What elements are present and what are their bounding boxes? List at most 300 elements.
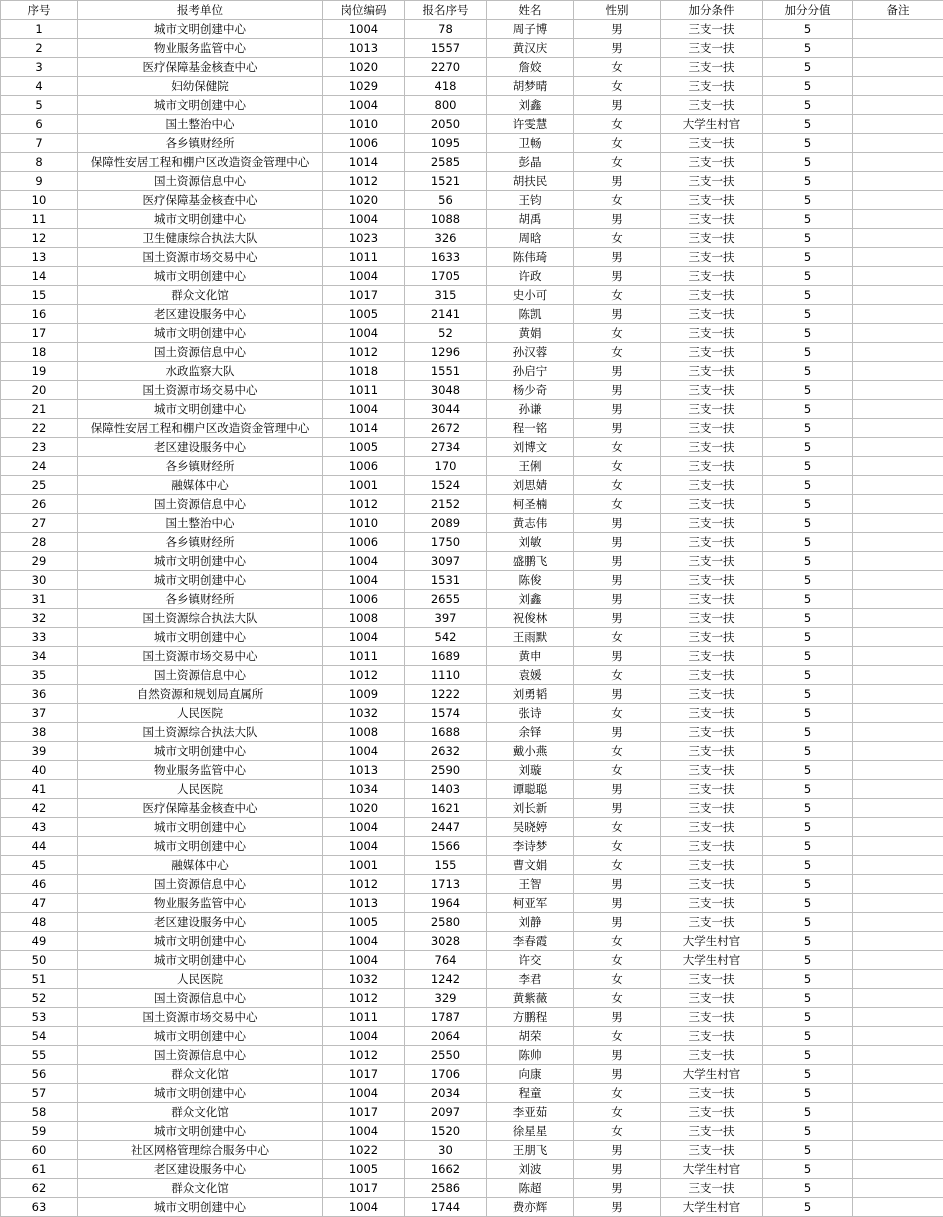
- remark-cell: [853, 1198, 943, 1217]
- gender-cell: 男: [574, 210, 661, 229]
- table-row: [1, 305, 943, 324]
- gender-cell: 女: [574, 229, 661, 248]
- table-row: [1, 932, 943, 951]
- bonus-score-cell: 5: [763, 1122, 853, 1141]
- post-code-cell: 1017: [323, 286, 405, 305]
- table-row: [1, 590, 943, 609]
- remark-cell: [853, 1122, 943, 1141]
- bonus-condition-cell: 三支一扶: [661, 1008, 763, 1027]
- remark-cell: [853, 324, 943, 343]
- gender-cell: 女: [574, 476, 661, 495]
- table-row: [1, 571, 943, 590]
- table-row: [1, 58, 943, 77]
- reg-no-cell: 2064: [405, 1027, 487, 1046]
- bonus-score-cell: 5: [763, 666, 853, 685]
- seq-cell: 15: [1, 286, 78, 305]
- reg-no-cell: 542: [405, 628, 487, 647]
- seq-cell: 17: [1, 324, 78, 343]
- bonus-condition-cell: 三支一扶: [661, 305, 763, 324]
- seq-cell: 1: [1, 20, 78, 39]
- unit-cell: 老区建设服务中心: [78, 305, 323, 324]
- remark-cell: [853, 837, 943, 856]
- gender-cell: 女: [574, 343, 661, 362]
- name-cell: 黄志伟: [487, 514, 574, 533]
- post-code-cell: 1023: [323, 229, 405, 248]
- post-code-cell: 1005: [323, 305, 405, 324]
- remark-cell: [853, 666, 943, 685]
- bonus-score-cell: 5: [763, 476, 853, 495]
- reg-no-cell: 1574: [405, 704, 487, 723]
- bonus-condition-cell: 三支一扶: [661, 742, 763, 761]
- bonus-condition-cell: 三支一扶: [661, 1122, 763, 1141]
- gender-cell: 女: [574, 457, 661, 476]
- remark-cell: [853, 590, 943, 609]
- bonus-condition-cell: 三支一扶: [661, 248, 763, 267]
- bonus-score-cell: 5: [763, 723, 853, 742]
- bonus-score-cell: 5: [763, 96, 853, 115]
- remark-cell: [853, 20, 943, 39]
- remark-cell: [853, 514, 943, 533]
- bonus-condition-cell: 大学生村官: [661, 1065, 763, 1084]
- name-cell: 祝俊林: [487, 609, 574, 628]
- post-code-cell: 1011: [323, 1008, 405, 1027]
- post-code-cell: 1008: [323, 609, 405, 628]
- reg-no-cell: 1088: [405, 210, 487, 229]
- name-cell: 刘勇韬: [487, 685, 574, 704]
- reg-no-cell: 1621: [405, 799, 487, 818]
- post-code-cell: 1011: [323, 248, 405, 267]
- table-row: [1, 286, 943, 305]
- unit-cell: 国土资源市场交易中心: [78, 647, 323, 666]
- reg-no-cell: 30: [405, 1141, 487, 1160]
- remark-cell: [853, 552, 943, 571]
- name-cell: 杨少奇: [487, 381, 574, 400]
- seq-cell: 52: [1, 989, 78, 1008]
- unit-cell: 群众文化馆: [78, 1065, 323, 1084]
- reg-no-cell: 2590: [405, 761, 487, 780]
- gender-cell: 男: [574, 1160, 661, 1179]
- bonus-condition-cell: 大学生村官: [661, 1160, 763, 1179]
- reg-no-cell: 2141: [405, 305, 487, 324]
- bonus-score-cell: 5: [763, 932, 853, 951]
- post-code-cell: 1018: [323, 362, 405, 381]
- name-cell: 吴晓婷: [487, 818, 574, 837]
- table-row: [1, 1027, 943, 1046]
- seq-cell: 23: [1, 438, 78, 457]
- table-row: [1, 324, 943, 343]
- remark-cell: [853, 153, 943, 172]
- unit-cell: 城市文明创建中心: [78, 210, 323, 229]
- reg-no-cell: 764: [405, 951, 487, 970]
- seq-cell: 20: [1, 381, 78, 400]
- reg-no-cell: 1633: [405, 248, 487, 267]
- unit-cell: 城市文明创建中心: [78, 20, 323, 39]
- bonus-score-cell: 5: [763, 951, 853, 970]
- gender-cell: 女: [574, 1103, 661, 1122]
- table-row: [1, 1160, 943, 1179]
- unit-cell: 城市文明创建中心: [78, 951, 323, 970]
- remark-cell: [853, 362, 943, 381]
- bonus-score-cell: 5: [763, 628, 853, 647]
- table-row: [1, 666, 943, 685]
- reg-no-cell: 3028: [405, 932, 487, 951]
- reg-no-cell: 2447: [405, 818, 487, 837]
- bonus-score-cell: 5: [763, 172, 853, 191]
- reg-no-cell: 52: [405, 324, 487, 343]
- remark-cell: [853, 1160, 943, 1179]
- bonus-condition-cell: 大学生村官: [661, 951, 763, 970]
- table-row: [1, 343, 943, 362]
- gender-cell: 男: [574, 590, 661, 609]
- remark-cell: [853, 1008, 943, 1027]
- name-cell: 刘思婧: [487, 476, 574, 495]
- reg-no-cell: 1705: [405, 267, 487, 286]
- name-cell: 许交: [487, 951, 574, 970]
- post-code-cell: 1032: [323, 704, 405, 723]
- unit-cell: 融媒体中心: [78, 476, 323, 495]
- bonus-score-cell: 5: [763, 1179, 853, 1198]
- seq-cell: 21: [1, 400, 78, 419]
- seq-cell: 38: [1, 723, 78, 742]
- bonus-condition-cell: 三支一扶: [661, 381, 763, 400]
- gender-cell: 男: [574, 571, 661, 590]
- remark-cell: [853, 685, 943, 704]
- reg-no-cell: 2586: [405, 1179, 487, 1198]
- unit-cell: 城市文明创建中心: [78, 267, 323, 286]
- bonus-condition-cell: 三支一扶: [661, 96, 763, 115]
- bonus-score-cell: 5: [763, 818, 853, 837]
- seq-cell: 16: [1, 305, 78, 324]
- name-cell: 谭聪聪: [487, 780, 574, 799]
- table-row: [1, 628, 943, 647]
- post-code-cell: 1012: [323, 666, 405, 685]
- name-cell: 黄申: [487, 647, 574, 666]
- bonus-condition-cell: 三支一扶: [661, 457, 763, 476]
- seq-cell: 3: [1, 58, 78, 77]
- bonus-condition-cell: 三支一扶: [661, 20, 763, 39]
- name-cell: 刘鑫: [487, 96, 574, 115]
- unit-cell: 自然资源和规划局直属所: [78, 685, 323, 704]
- remark-cell: [853, 115, 943, 134]
- reg-no-cell: 1787: [405, 1008, 487, 1027]
- bonus-condition-cell: 三支一扶: [661, 172, 763, 191]
- seq-cell: 11: [1, 210, 78, 229]
- bonus-score-cell: 5: [763, 913, 853, 932]
- name-cell: 陈俊: [487, 571, 574, 590]
- table-row: [1, 248, 943, 267]
- gender-cell: 男: [574, 381, 661, 400]
- table-row: [1, 362, 943, 381]
- remark-cell: [853, 571, 943, 590]
- gender-cell: 女: [574, 1027, 661, 1046]
- seq-cell: 19: [1, 362, 78, 381]
- name-cell: 彭晶: [487, 153, 574, 172]
- remark-cell: [853, 742, 943, 761]
- reg-no-cell: 2152: [405, 495, 487, 514]
- bonus-score-cell: 5: [763, 552, 853, 571]
- table-row: [1, 818, 943, 837]
- bonus-score-cell: 5: [763, 343, 853, 362]
- bonus-score-cell: 5: [763, 324, 853, 343]
- remark-cell: [853, 248, 943, 267]
- remark-cell: [853, 343, 943, 362]
- table-row: [1, 989, 943, 1008]
- name-cell: 卫畅: [487, 134, 574, 153]
- name-cell: 王朋飞: [487, 1141, 574, 1160]
- post-code-cell: 1013: [323, 761, 405, 780]
- bonus-score-cell: 5: [763, 20, 853, 39]
- name-cell: 刘敏: [487, 533, 574, 552]
- gender-cell: 女: [574, 153, 661, 172]
- bonus-condition-cell: 三支一扶: [661, 153, 763, 172]
- post-code-cell: 1017: [323, 1103, 405, 1122]
- remark-cell: [853, 96, 943, 115]
- bonus-score-cell: 5: [763, 286, 853, 305]
- table-row: [1, 476, 943, 495]
- table-row: [1, 191, 943, 210]
- bonus-score-cell: 5: [763, 400, 853, 419]
- reg-no-cell: 2550: [405, 1046, 487, 1065]
- reg-no-cell: 800: [405, 96, 487, 115]
- unit-cell: 城市文明创建中心: [78, 1027, 323, 1046]
- post-code-cell: 1020: [323, 58, 405, 77]
- gender-cell: 男: [574, 419, 661, 438]
- remark-cell: [853, 1141, 943, 1160]
- unit-cell: 物业服务监管中心: [78, 894, 323, 913]
- table-row: [1, 837, 943, 856]
- gender-cell: 男: [574, 799, 661, 818]
- header-cell: 岗位编码: [323, 1, 405, 20]
- unit-cell: 人民医院: [78, 970, 323, 989]
- table-row: [1, 153, 943, 172]
- remark-cell: [853, 58, 943, 77]
- reg-no-cell: 1557: [405, 39, 487, 58]
- bonus-score-cell: 5: [763, 419, 853, 438]
- post-code-cell: 1005: [323, 438, 405, 457]
- remark-cell: [853, 970, 943, 989]
- unit-cell: 城市文明创建中心: [78, 552, 323, 571]
- bonus-score-cell: 5: [763, 191, 853, 210]
- unit-cell: 城市文明创建中心: [78, 324, 323, 343]
- bonus-score-cell: 5: [763, 248, 853, 267]
- seq-cell: 31: [1, 590, 78, 609]
- reg-no-cell: 1706: [405, 1065, 487, 1084]
- gender-cell: 男: [574, 1008, 661, 1027]
- seq-cell: 47: [1, 894, 78, 913]
- gender-cell: 女: [574, 761, 661, 780]
- remark-cell: [853, 761, 943, 780]
- name-cell: 刘璇: [487, 761, 574, 780]
- name-cell: 胡扶民: [487, 172, 574, 191]
- header-cell: 报考单位: [78, 1, 323, 20]
- unit-cell: 国土资源信息中心: [78, 875, 323, 894]
- seq-cell: 48: [1, 913, 78, 932]
- name-cell: 黄紫薇: [487, 989, 574, 1008]
- gender-cell: 女: [574, 134, 661, 153]
- reg-no-cell: 315: [405, 286, 487, 305]
- seq-cell: 39: [1, 742, 78, 761]
- reg-no-cell: 1520: [405, 1122, 487, 1141]
- gender-cell: 男: [574, 1046, 661, 1065]
- seq-cell: 22: [1, 419, 78, 438]
- table-row: [1, 438, 943, 457]
- gender-cell: 女: [574, 1122, 661, 1141]
- remark-cell: [853, 457, 943, 476]
- seq-cell: 10: [1, 191, 78, 210]
- table-row: [1, 704, 943, 723]
- bonus-condition-cell: 大学生村官: [661, 1198, 763, 1217]
- unit-cell: 国土资源综合执法大队: [78, 609, 323, 628]
- bonus-condition-cell: 三支一扶: [661, 77, 763, 96]
- gender-cell: 女: [574, 666, 661, 685]
- remark-cell: [853, 951, 943, 970]
- bonus-condition-cell: 三支一扶: [661, 856, 763, 875]
- unit-cell: 群众文化馆: [78, 286, 323, 305]
- table-row: [1, 609, 943, 628]
- bonus-condition-cell: 三支一扶: [661, 609, 763, 628]
- seq-cell: 32: [1, 609, 78, 628]
- reg-no-cell: 1521: [405, 172, 487, 191]
- reg-no-cell: 1689: [405, 647, 487, 666]
- name-cell: 盛鹏飞: [487, 552, 574, 571]
- bonus-condition-cell: 三支一扶: [661, 419, 763, 438]
- seq-cell: 37: [1, 704, 78, 723]
- remark-cell: [853, 172, 943, 191]
- post-code-cell: 1001: [323, 476, 405, 495]
- gender-cell: 男: [574, 39, 661, 58]
- bonus-condition-cell: 三支一扶: [661, 400, 763, 419]
- seq-cell: 13: [1, 248, 78, 267]
- seq-cell: 56: [1, 1065, 78, 1084]
- gender-cell: 男: [574, 400, 661, 419]
- seq-cell: 18: [1, 343, 78, 362]
- bonus-score-cell: 5: [763, 153, 853, 172]
- unit-cell: 城市文明创建中心: [78, 400, 323, 419]
- seq-cell: 28: [1, 533, 78, 552]
- post-code-cell: 1032: [323, 970, 405, 989]
- post-code-cell: 1012: [323, 343, 405, 362]
- bonus-condition-cell: 三支一扶: [661, 723, 763, 742]
- unit-cell: 城市文明创建中心: [78, 571, 323, 590]
- seq-cell: 42: [1, 799, 78, 818]
- unit-cell: 国土资源市场交易中心: [78, 381, 323, 400]
- post-code-cell: 1010: [323, 115, 405, 134]
- unit-cell: 城市文明创建中心: [78, 932, 323, 951]
- name-cell: 许雯慧: [487, 115, 574, 134]
- table-row: [1, 799, 943, 818]
- gender-cell: 男: [574, 20, 661, 39]
- table-row: [1, 723, 943, 742]
- reg-no-cell: 2089: [405, 514, 487, 533]
- post-code-cell: 1004: [323, 324, 405, 343]
- unit-cell: 国土整治中心: [78, 115, 323, 134]
- bonus-score-cell: 5: [763, 685, 853, 704]
- post-code-cell: 1004: [323, 571, 405, 590]
- name-cell: 曹文娟: [487, 856, 574, 875]
- bonus-condition-cell: 三支一扶: [661, 210, 763, 229]
- bonus-condition-cell: 三支一扶: [661, 571, 763, 590]
- bonus-condition-cell: 三支一扶: [661, 989, 763, 1008]
- reg-no-cell: 2034: [405, 1084, 487, 1103]
- seq-cell: 55: [1, 1046, 78, 1065]
- table-row: [1, 1103, 943, 1122]
- table-row: [1, 970, 943, 989]
- name-cell: 陈伟琦: [487, 248, 574, 267]
- post-code-cell: 1010: [323, 514, 405, 533]
- seq-cell: 6: [1, 115, 78, 134]
- gender-cell: 男: [574, 362, 661, 381]
- unit-cell: 国土资源信息中心: [78, 495, 323, 514]
- header-cell: 性别: [574, 1, 661, 20]
- bonus-score-cell: 5: [763, 856, 853, 875]
- gender-cell: 男: [574, 894, 661, 913]
- seq-cell: 14: [1, 267, 78, 286]
- gender-cell: 男: [574, 723, 661, 742]
- bonus-score-cell: 5: [763, 1141, 853, 1160]
- bonus-score-cell: 5: [763, 609, 853, 628]
- bonus-score-cell: 5: [763, 875, 853, 894]
- post-code-cell: 1004: [323, 1198, 405, 1217]
- unit-cell: 卫生健康综合执法大队: [78, 229, 323, 248]
- reg-no-cell: 2734: [405, 438, 487, 457]
- bonus-condition-cell: 大学生村官: [661, 115, 763, 134]
- reg-no-cell: 2580: [405, 913, 487, 932]
- bonus-condition-cell: 三支一扶: [661, 1141, 763, 1160]
- unit-cell: 国土资源信息中心: [78, 989, 323, 1008]
- reg-no-cell: 78: [405, 20, 487, 39]
- gender-cell: 女: [574, 58, 661, 77]
- gender-cell: 男: [574, 514, 661, 533]
- bonus-score-cell: 5: [763, 894, 853, 913]
- remark-cell: [853, 628, 943, 647]
- table-header: [1, 1, 943, 20]
- bonus-score-cell: 5: [763, 1160, 853, 1179]
- gender-cell: 男: [574, 1065, 661, 1084]
- bonus-condition-cell: 三支一扶: [661, 39, 763, 58]
- unit-cell: 城市文明创建中心: [78, 628, 323, 647]
- remark-cell: [853, 134, 943, 153]
- bonus-score-cell: 5: [763, 571, 853, 590]
- gender-cell: 女: [574, 818, 661, 837]
- post-code-cell: 1001: [323, 856, 405, 875]
- gender-cell: 女: [574, 438, 661, 457]
- unit-cell: 老区建设服务中心: [78, 913, 323, 932]
- name-cell: 方鹏程: [487, 1008, 574, 1027]
- unit-cell: 国土资源信息中心: [78, 172, 323, 191]
- table-row: [1, 1122, 943, 1141]
- bonus-score-cell: 5: [763, 837, 853, 856]
- name-cell: 胡禹: [487, 210, 574, 229]
- table-row: [1, 856, 943, 875]
- bonus-score-cell: 5: [763, 514, 853, 533]
- unit-cell: 国土资源市场交易中心: [78, 248, 323, 267]
- bonus-score-cell: 5: [763, 77, 853, 96]
- post-code-cell: 1012: [323, 875, 405, 894]
- remark-cell: [853, 229, 943, 248]
- bonus-condition-cell: 三支一扶: [661, 343, 763, 362]
- seq-cell: 12: [1, 229, 78, 248]
- name-cell: 刘波: [487, 1160, 574, 1179]
- post-code-cell: 1004: [323, 400, 405, 419]
- reg-no-cell: 2632: [405, 742, 487, 761]
- unit-cell: 老区建设服务中心: [78, 438, 323, 457]
- bonus-condition-cell: 三支一扶: [661, 438, 763, 457]
- reg-no-cell: 170: [405, 457, 487, 476]
- remark-cell: [853, 400, 943, 419]
- post-code-cell: 1006: [323, 533, 405, 552]
- remark-cell: [853, 476, 943, 495]
- reg-no-cell: 1524: [405, 476, 487, 495]
